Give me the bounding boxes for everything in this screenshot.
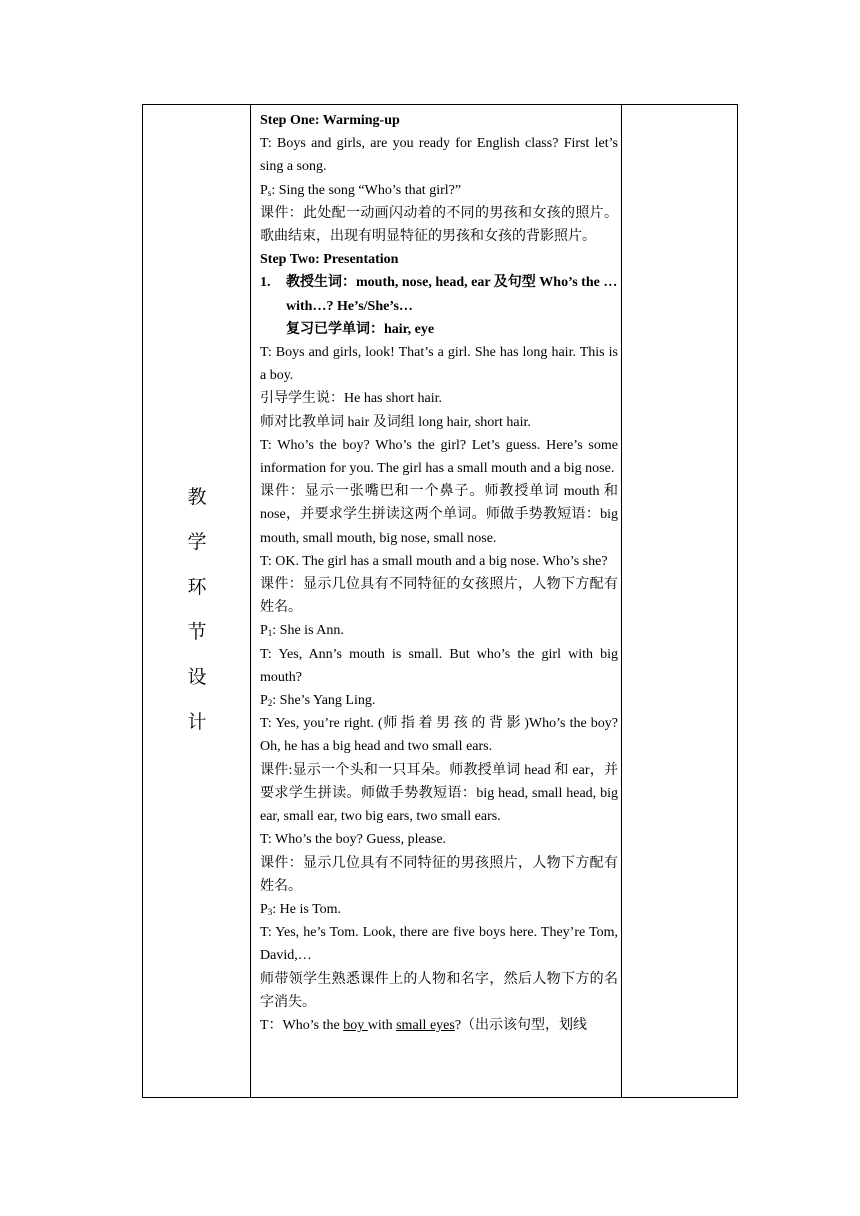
label-char: 教 — [187, 487, 207, 508]
text-line: T: Yes, Ann’s mouth is small. But who’s the girl with big mouth? — [260, 646, 618, 685]
text-line: T: Who’s the boy? Guess, please. — [260, 832, 447, 848]
text-line: T：Who’s the boy with small eyes?（出示该句型，划线 — [260, 1017, 588, 1033]
lesson-content-cell — [260, 109, 618, 1037]
text-line: 课件:显示一个头和一只耳朵。师教授单词 head 和 ear，并要求学生拼读。师做手势教短语：big head, small head, big ear, small ear, two big ears, two small ears. — [260, 762, 618, 825]
label-char: 节 — [187, 622, 207, 643]
text-line: 师带领学生熟悉课件上的人物和名字，然后人物下方的名字消失。 — [260, 971, 618, 1010]
text-line: 课件：显示几位具有不同特征的女孩照片，人物下方配有姓名。 — [260, 577, 618, 616]
label-char: 计 — [187, 712, 207, 733]
text-line: 课件：此处配一动画闪动着的不同的男孩和女孩的照片。歌曲结束，出现有明显特征的男孩和女孩的背影照片。 — [260, 205, 618, 245]
text-line: T: Yes, you’re right. (师指着男孩的背影)Who’s the boy? Oh, he has a big head and two small ears. — [260, 716, 618, 755]
label-char: 设 — [187, 667, 207, 688]
text-line: $P_s$: Sing the song “Who’s that girl?” — [260, 182, 462, 198]
text-line: T: Who’s the boy? Who’s the girl? Let’s guess. Here’s some information for you. The girl has a small mouth and a big nose. — [260, 437, 618, 477]
label-char: 环 — [187, 577, 207, 598]
text-line: 课件：显示几位具有不同特征的男孩照片，人物下方配有姓名。 — [260, 855, 618, 894]
vertical-section-label — [143, 475, 251, 745]
text-line: T: Boys and girls, are you ready for English class? First let’s sing a song. — [260, 136, 618, 175]
item-number: 1. — [260, 275, 271, 291]
label-char: 学 — [187, 532, 207, 553]
text-line: T: OK. The girl has a small mouth and a big nose. Who’s she? — [260, 553, 608, 569]
text-line: $P_2$: She’s Yang Ling. — [260, 693, 376, 709]
text-line: $P_3$: He is Tom. — [260, 901, 342, 917]
numbered-item — [260, 271, 618, 317]
section-label-cell — [143, 105, 251, 1097]
lesson-table — [142, 104, 738, 1098]
text-line: T: Yes, he’s Tom. Look, there are five boys here. They’re Tom, David,… — [260, 925, 618, 964]
step-heading: Step One: Warming-up — [260, 113, 400, 128]
step-heading: Step Two: Presentation — [260, 252, 399, 268]
text-line: 师对比教单词 hair 及词组 long hair, short hair. — [260, 414, 531, 430]
text-line: $P_1$: She is Ann. — [260, 623, 344, 639]
notes-cell — [622, 105, 737, 1097]
item-subtext: 复习已学单词：hair, eye — [286, 321, 435, 337]
text-line: 课件：显示一张嘴巴和一个鼻子。师教授单词 mouth 和 nose，并要求学生拼读这两个单词。师做手势教短语：big mouth, small mouth, big nose, small nose. — [260, 484, 618, 546]
text-line: 引导学生说：He has short hair. — [260, 391, 442, 407]
item-text: 教授生词：mouth, nose, head, ear 及句型 Who’s the … with…? He’s/She’s… — [286, 275, 618, 314]
text-line: T: Boys and girls, look! That’s a girl. She has long hair. This is a boy. — [260, 345, 618, 384]
